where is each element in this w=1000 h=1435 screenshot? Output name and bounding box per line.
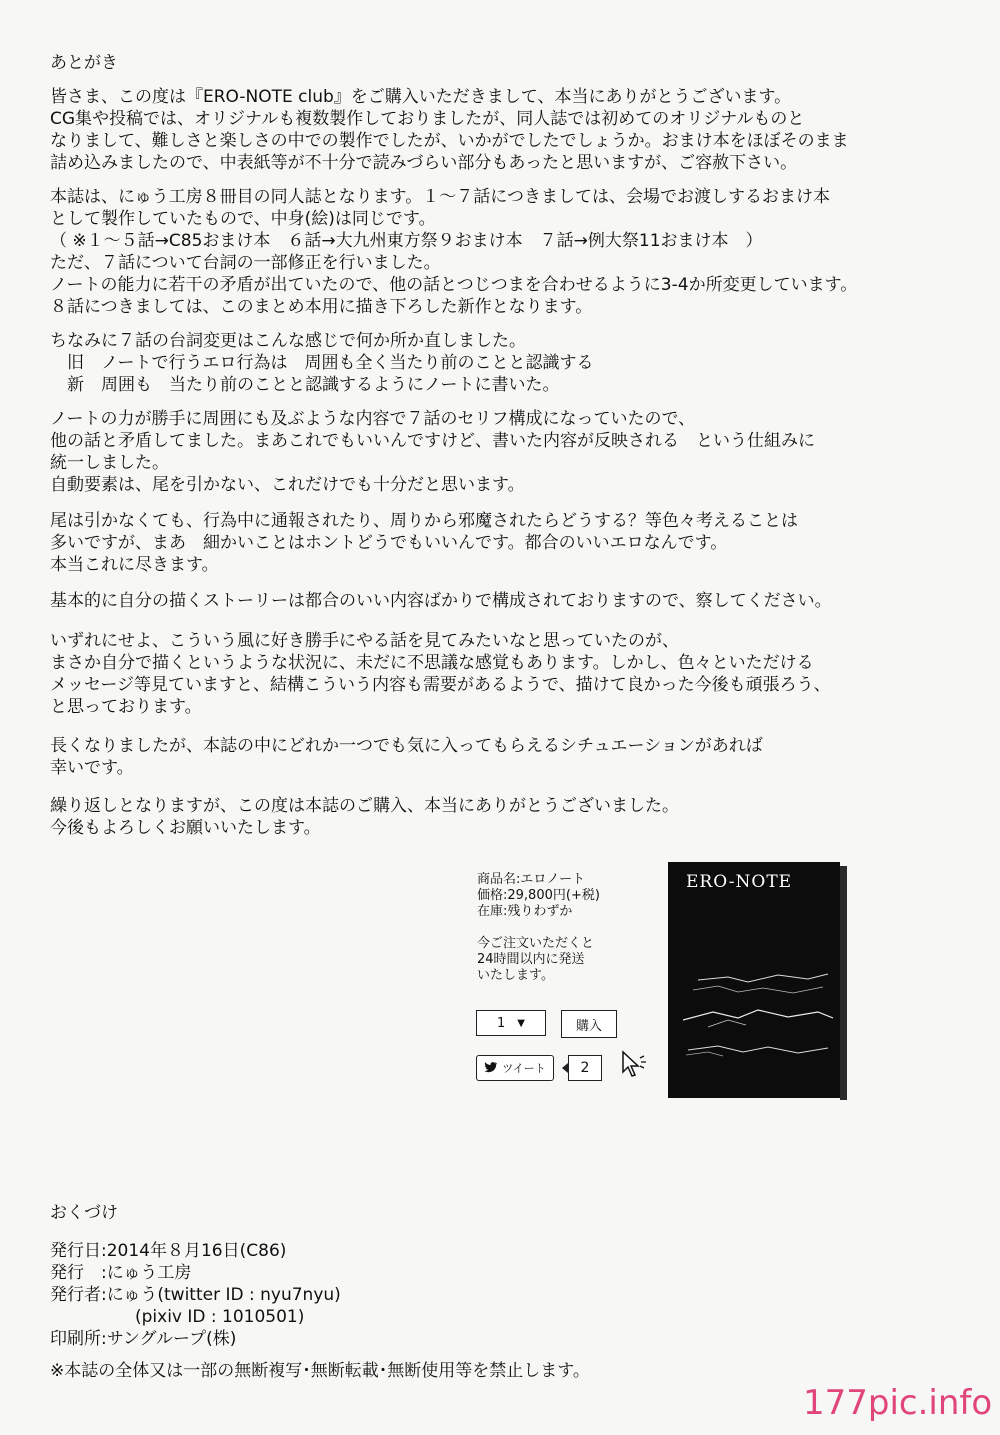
text-line: 自動要素は、尾を引かない、これだけでも十分だと思います。 — [50, 475, 525, 495]
scratch-lines-decoration — [668, 862, 840, 1098]
paragraph-note-power — [50, 408, 980, 496]
book-cover-image — [668, 862, 840, 1098]
buy-label: 購入 — [575, 1018, 602, 1034]
text-line: 尾は引かなくても、行為中に通報されたり、周りから邪魔されたらどうする？等色々考えることは — [50, 511, 798, 531]
book-title: ERO-NOTE — [686, 872, 793, 892]
text-line: なりまして、難しさと楽しさの中での製作でしたが、いかがでしたでしょうか。おまけ本をほぼそのまま — [50, 131, 849, 151]
order-note-line: 今ご注文いただくと — [477, 936, 595, 951]
text-line: ノートの能力に若干の矛盾が出ていたので、他の話とつじつまを合わせるように3-4か所変更しています。 — [50, 275, 858, 295]
text-line: （ ※１～５話→C85おまけ本 ６話→大九州東方祭９おまけ本 ７話→例大祭11おまけ本 ） — [50, 231, 763, 251]
paragraph-story-style — [50, 590, 980, 612]
copyright-notice: ※本誌の全体又は一部の無断複写･無断転載･無断使用等を禁止します。 — [50, 1361, 590, 1381]
text-line: 統一しました。 — [50, 453, 169, 473]
text-line: ちなみに７話の台詞変更はこんな感じで何か所か直しました。 — [50, 331, 526, 351]
colophon — [50, 1240, 341, 1350]
text-line: 長くなりましたが、本誌の中にどれか一つでも気に入ってもらえるシチュエーションがあれば — [50, 736, 763, 756]
colophon-line: 発行者:にゅう(twitter ID : nyu7nyu) — [50, 1285, 341, 1305]
text-line: 皆さま、この度は『ERO-NOTE club』をご購入いただきまして、本当にありがとうございます。 — [50, 87, 792, 107]
book-spine — [840, 866, 847, 1100]
text-line: CG集や投稿では、オリジナルも複数製作しておりましたが、同人誌では初めてのオリジナルものと — [50, 109, 805, 129]
product-stock: 在庫:残りわずか — [477, 904, 573, 919]
buy-button[interactable] — [561, 1010, 617, 1038]
colophon-line: (pixiv ID : 1010501) — [50, 1307, 305, 1327]
quantity-value: 1 — [497, 1015, 506, 1031]
tweet-button[interactable] — [476, 1055, 554, 1081]
bird-icon — [484, 1061, 498, 1076]
colophon-heading: おくづけ — [50, 1203, 118, 1223]
text-line: 幸いです。 — [50, 758, 134, 778]
quantity-select[interactable] — [476, 1010, 546, 1036]
text-line: 旧 ノートで行うエロ行為は 周囲も全く当たり前のことと認識する — [50, 353, 594, 373]
order-note-line: 24時間以内に発送 — [477, 952, 585, 967]
text-line: ８話につきましては、このまとめ本用に描き下ろした新作となります。 — [50, 297, 593, 317]
chevron-down-icon: ▼ — [517, 1017, 525, 1029]
text-line: 基本的に自分の描くストーリーは都合のいい内容ばかりで構成されておりますので、察してください。 — [50, 591, 832, 611]
paragraph-feelings — [50, 630, 980, 718]
paragraph-dialogue-change — [50, 330, 980, 396]
watermark: 177pic.info — [803, 1383, 993, 1423]
text-line: 今後もよろしくお願いいたします。 — [50, 818, 321, 838]
text-line: いずれにせよ、こういう風に好き勝手にやる話を見てみたいなと思っていたのが、 — [50, 631, 679, 651]
paragraph-thanks-again — [50, 795, 980, 839]
product-name: 商品名:エロノート — [477, 872, 585, 887]
order-note — [477, 936, 594, 984]
colophon-line: 発行日:2014年８月16日(C86) — [50, 1241, 287, 1261]
paragraph-consequences — [50, 510, 980, 576]
paragraph-book-info — [50, 186, 980, 318]
text-line: 本誌は、にゅう工房８冊目の同人誌となります。１～７話につきましては、会場でお渡しするおまけ本 — [50, 187, 830, 207]
colophon-line: 発行 :にゅう工房 — [50, 1263, 192, 1283]
text-line: 詰め込みましたので、中表紙等が不十分で読みづらい部分もあったと思いますが、ご容赦下さい。 — [50, 153, 798, 173]
tweet-count: 2 — [580, 1060, 590, 1076]
colophon-line: 印刷所:サングループ(株) — [50, 1329, 237, 1349]
product-info — [477, 872, 600, 920]
text-line: と思っております。 — [50, 697, 202, 717]
text-line: 本当これに尽きます。 — [50, 555, 219, 575]
afterword-heading: あとがき — [50, 53, 118, 73]
paragraph-thanks — [50, 86, 980, 174]
text-line: として製作していたもので、中身(絵)は同じです。 — [50, 209, 436, 229]
order-note-line: いたします。 — [477, 968, 554, 983]
product-price: 価格:29,800円(+税) — [477, 888, 600, 903]
paragraph-closing — [50, 735, 980, 779]
tweet-label: ツイート — [502, 1062, 546, 1075]
text-line: 新 周囲も 当たり前のことと認識するようにノートに書いた。 — [50, 375, 560, 395]
text-line: 他の話と矛盾してました。まあこれでもいいんですけど、書いた内容が反映される という仕組みに — [50, 431, 815, 451]
text-line: ただ、７話について台詞の一部修正を行いました。 — [50, 253, 441, 273]
mouse-cursor-icon — [620, 1050, 650, 1084]
text-line: メッセージ等見ていますと、結構こういう内容も需要があるようで、描けて良かった今後も頑張ろう、 — [50, 675, 831, 695]
tweet-count-bubble — [568, 1055, 602, 1081]
text-line: ノートの力が勝手に周囲にも及ぶような内容で７話のセリフ構成になっていたので、 — [50, 409, 696, 429]
text-line: まさか自分で描くというような状況に、未だに不思議な感覚もあります。しかし、色々といただける — [50, 653, 814, 673]
text-line: 多いですが、まあ 細かいことはホントどうでもいいんです。都合のいいエロなんです。 — [50, 533, 728, 553]
text-line: 繰り返しとなりますが、この度は本誌のご購入、本当にありがとうございました。 — [50, 796, 679, 816]
